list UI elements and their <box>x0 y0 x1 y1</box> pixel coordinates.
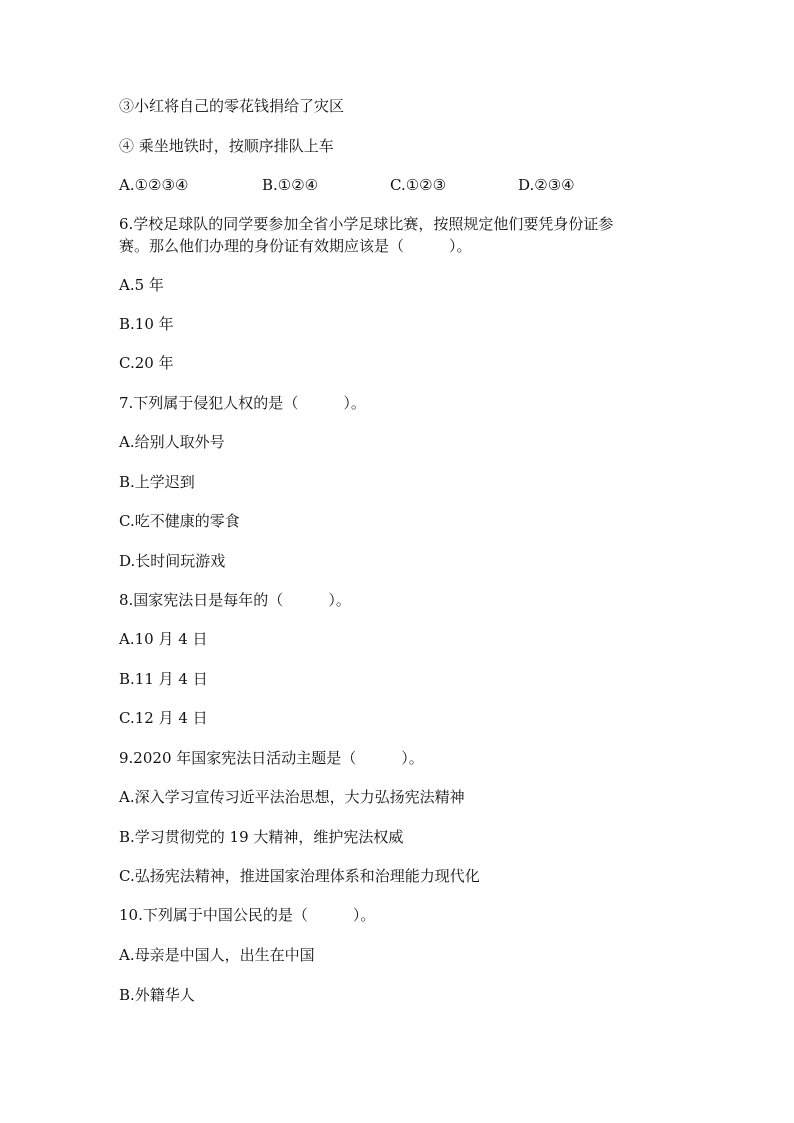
question-stem: 10.下列属于中国公民的是（ ）。 <box>119 906 376 924</box>
statement-4: ④ 乘坐地铁时，按顺序排队上车 <box>119 137 334 155</box>
option-a: A.①②③④ <box>119 176 189 194</box>
option-d: D.②③④ <box>518 176 575 194</box>
option-a: A.给别人取外号 <box>119 433 225 451</box>
option-a: A.10 月 4 日 <box>119 630 208 648</box>
question-stem: 6.学校足球队的同学要参加全省小学足球比赛，按照规定他们要凭身份证参 <box>119 215 614 233</box>
option-c: C.吃不健康的零食 <box>119 512 240 530</box>
option-b: B.上学迟到 <box>119 473 195 491</box>
question-stem: 8.国家宪法日是每年的（ ）。 <box>119 591 351 609</box>
option-b: B.11 月 4 日 <box>119 670 208 688</box>
question-stem-continued: 赛。那么他们办理的身份证有效期应该是（ ）。 <box>119 237 472 255</box>
option-c: C.12 月 4 日 <box>119 709 208 727</box>
option-c: C.弘扬宪法精神，推进国家治理体系和治理能力现代化 <box>119 867 480 885</box>
statement-3: ③小红将自己的零花钱捐给了灾区 <box>119 97 345 115</box>
question-stem: 9.2020 年国家宪法日活动主题是（ ）。 <box>119 749 424 767</box>
option-b: B.学习贯彻党的 19 大精神，维护宪法权威 <box>119 828 404 846</box>
option-a: A.母亲是中国人，出生在中国 <box>119 946 315 964</box>
option-b: B.①②④ <box>262 176 319 194</box>
option-d: D.长时间玩游戏 <box>119 552 226 570</box>
option-a: A.深入学习宣传习近平法治思想，大力弘扬宪法精神 <box>119 788 465 806</box>
option-c: C.①②③ <box>390 176 447 194</box>
option-c: C.20 年 <box>119 354 174 372</box>
question-stem: 7.下列属于侵犯人权的是（ ）。 <box>119 394 366 412</box>
option-b: B.10 年 <box>119 315 174 333</box>
option-b: B.外籍华人 <box>119 986 195 1004</box>
option-a: A.5 年 <box>119 276 164 294</box>
